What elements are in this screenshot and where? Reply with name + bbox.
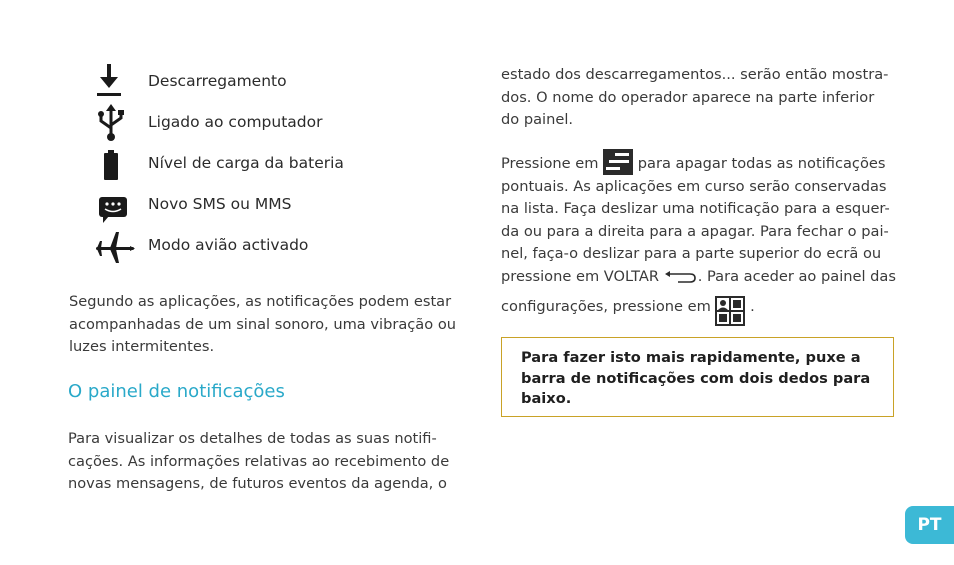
tip-box xyxy=(501,337,894,417)
text-fragment: Pressione em xyxy=(501,155,604,172)
text-line: novas mensagens, de futuros eventos da agenda, o xyxy=(68,475,447,492)
tip-text xyxy=(521,348,870,410)
text-line: luzes intermitentes. xyxy=(69,338,215,355)
section-heading: O painel de notificações xyxy=(68,381,285,402)
status-label: Novo SMS ou MMS xyxy=(148,195,292,213)
panel-description xyxy=(68,428,449,496)
battery-icon xyxy=(94,145,134,181)
text-line: Para fazer isto mais rapidamente, puxe a xyxy=(521,349,861,366)
status-label: Modo avião activado xyxy=(148,236,309,254)
text-fragment: . xyxy=(745,298,755,315)
status-row-download xyxy=(94,63,454,99)
text-line xyxy=(501,266,896,289)
text-line xyxy=(501,288,896,326)
text-line: pontuais. As aplicações em curso serão conservadas xyxy=(501,177,887,195)
right-paragraph-1 xyxy=(501,64,888,132)
text-line: nel, faça-o deslizar para a parte superior do ecrã ou xyxy=(501,245,882,262)
text-line: cações. As informações relativas ao recebimento de xyxy=(68,452,450,470)
text-line: baixo. xyxy=(521,390,572,407)
text-fragment: pressione em VOLTAR xyxy=(501,267,664,285)
download-icon xyxy=(94,63,134,99)
right-paragraph-2 xyxy=(501,153,896,326)
usb-icon xyxy=(94,104,134,140)
status-row-battery xyxy=(94,145,454,181)
text-line: Segundo as aplicações, as notificações podem estar xyxy=(69,293,452,310)
text-line: na lista. Faça deslizar uma notificação para a esquer- xyxy=(501,200,890,217)
status-row-usb xyxy=(94,104,454,140)
clear-notifications-icon xyxy=(603,153,633,175)
text-line xyxy=(501,153,896,176)
notifications-intro xyxy=(69,291,456,359)
language-tab: PT xyxy=(905,506,954,544)
text-line: barra de notificações com dois dedos para xyxy=(521,369,871,387)
text-line: Para visualizar os detalhes de todas as suas notifi- xyxy=(68,430,437,447)
back-icon xyxy=(664,270,698,284)
status-label: Descarregamento xyxy=(148,72,287,90)
text-line: dos. O nome do operador aparece na parte inferior xyxy=(501,88,875,106)
status-row-airplane xyxy=(94,227,454,263)
text-line: da ou para a direita para a apagar. Para fechar o pai- xyxy=(501,222,889,240)
status-label: Ligado ao computador xyxy=(148,113,323,131)
text-line: acompanhadas de um sinal sonoro, uma vibração ou xyxy=(69,315,456,333)
text-fragment: configurações, pressione em xyxy=(501,298,716,315)
sms-icon xyxy=(94,186,134,222)
text-fragment: para apagar todas as notificações xyxy=(633,155,886,172)
status-row-sms xyxy=(94,186,454,222)
airplane-icon xyxy=(94,227,134,263)
quick-settings-icon xyxy=(715,288,745,326)
status-label: Nível de carga da bateria xyxy=(148,154,344,172)
text-line: estado dos descarregamentos... serão então mostra- xyxy=(501,66,889,83)
text-fragment: . Para aceder ao painel das xyxy=(697,267,896,285)
text-line: do painel. xyxy=(501,111,574,128)
